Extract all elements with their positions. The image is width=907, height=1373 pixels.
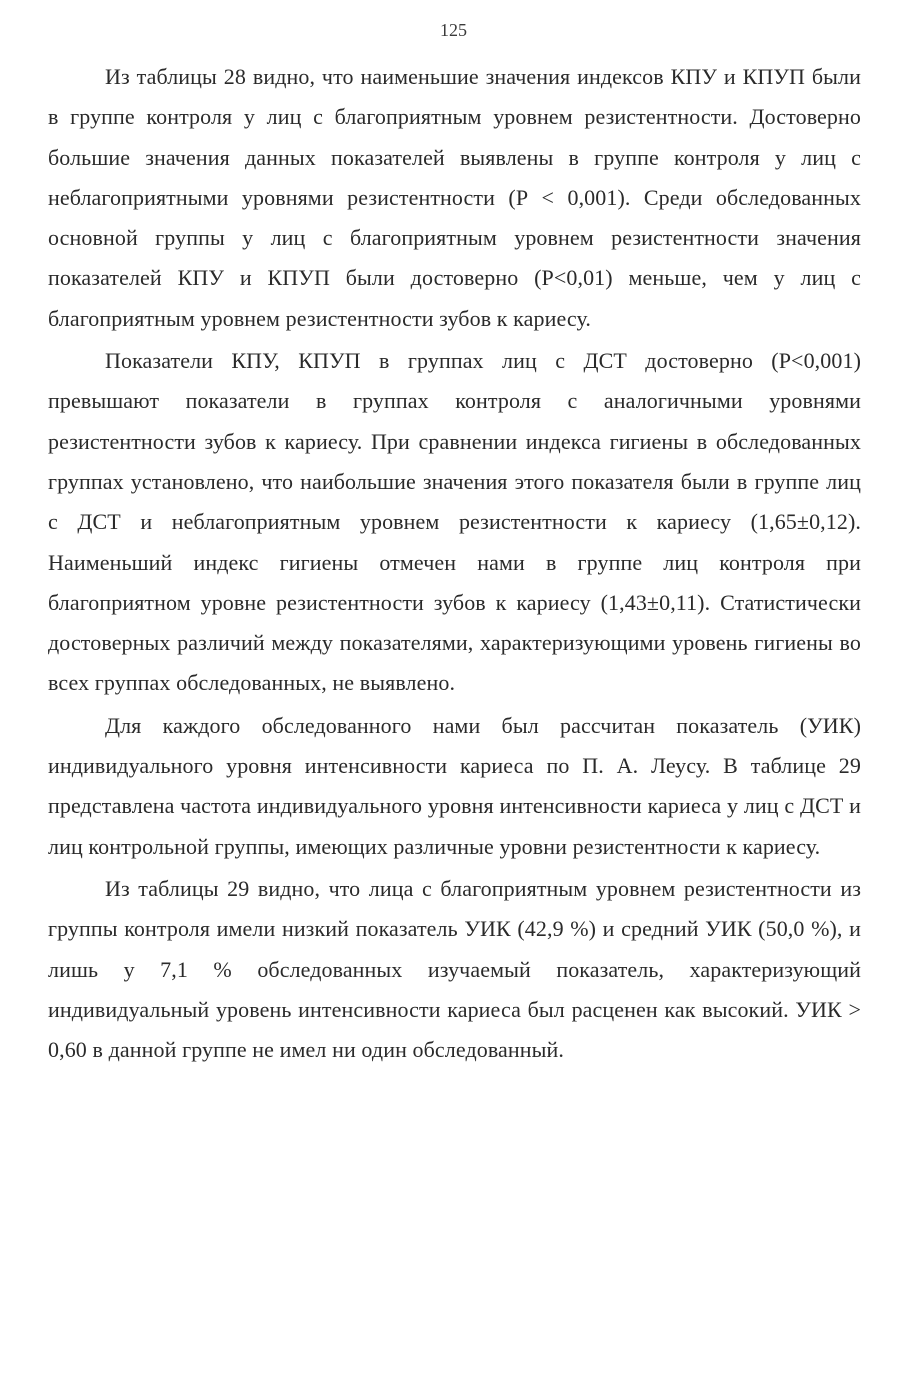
paragraph-uik-definition: Для каждого обследованного нами был рассчитан показатель (УИК) индивидуального уровня интенсивности кариеса по П. А. Леусу. В таблице 29 представлена частота индивидуального уровня интенсивности кариеса у лиц с ДСТ и лиц контрольной группы, имеющих различные уровни резистентности к кариесу. xyxy=(48,712,861,859)
paragraph-dst-hygiene-index: Показатели КПУ, КПУП в группах лиц с ДСТ достоверно (Р<0,001) превышают показатели в группах контроля с аналогичными уровнями резистентности зубов к кариесу. При сравнении индекса гигиены в обследованных группах установлено, что наибольшие значения этого показателя были в группе лиц с ДСТ и неблагоприятным уровнем резистентности к кариесу (1,65±0,12). Наименьший индекс гигиены отмечен нами в группе лиц контроля при благоприятном уровне резистентности зубов к кариесу (1,43±0,11). Статистически достоверных различий между показателями, характеризующими уровень гигиены во всех группах обследованных, не выявлено. xyxy=(48,348,861,696)
page-number: 125 xyxy=(440,20,467,40)
document-body xyxy=(48,57,861,1070)
paragraph-table-28-findings: Из таблицы 28 видно, что наименьшие значения индексов КПУ и КПУП были в группе контроля у лиц с благоприятным уровнем резистентности. Достоверно большие значения данных показателей выявлены в группе контроля у лиц с неблагоприятными уровнями резистентности (Р < 0,001). Среди обследованных основной группы у лиц с благоприятным уровнем резистентности значения показателей КПУ и КПУП были достоверно (Р<0,01) меньше, чем у лиц с благоприятным уровнем резистентности зубов к кариесу. xyxy=(48,64,861,331)
paragraph-table-29-findings: Из таблицы 29 видно, что лица с благоприятным уровнем резистентности из группы контроля имели низкий показатель УИК (42,9 %) и средний УИК (50,0 %), и лишь у 7,1 % обследованных изучаемый показатель, характеризующий индивидуальный уровень интенсивности кариеса был расценен как высокий. УИК > 0,60 в данной группе не имел ни один обследованный. xyxy=(48,875,861,1063)
